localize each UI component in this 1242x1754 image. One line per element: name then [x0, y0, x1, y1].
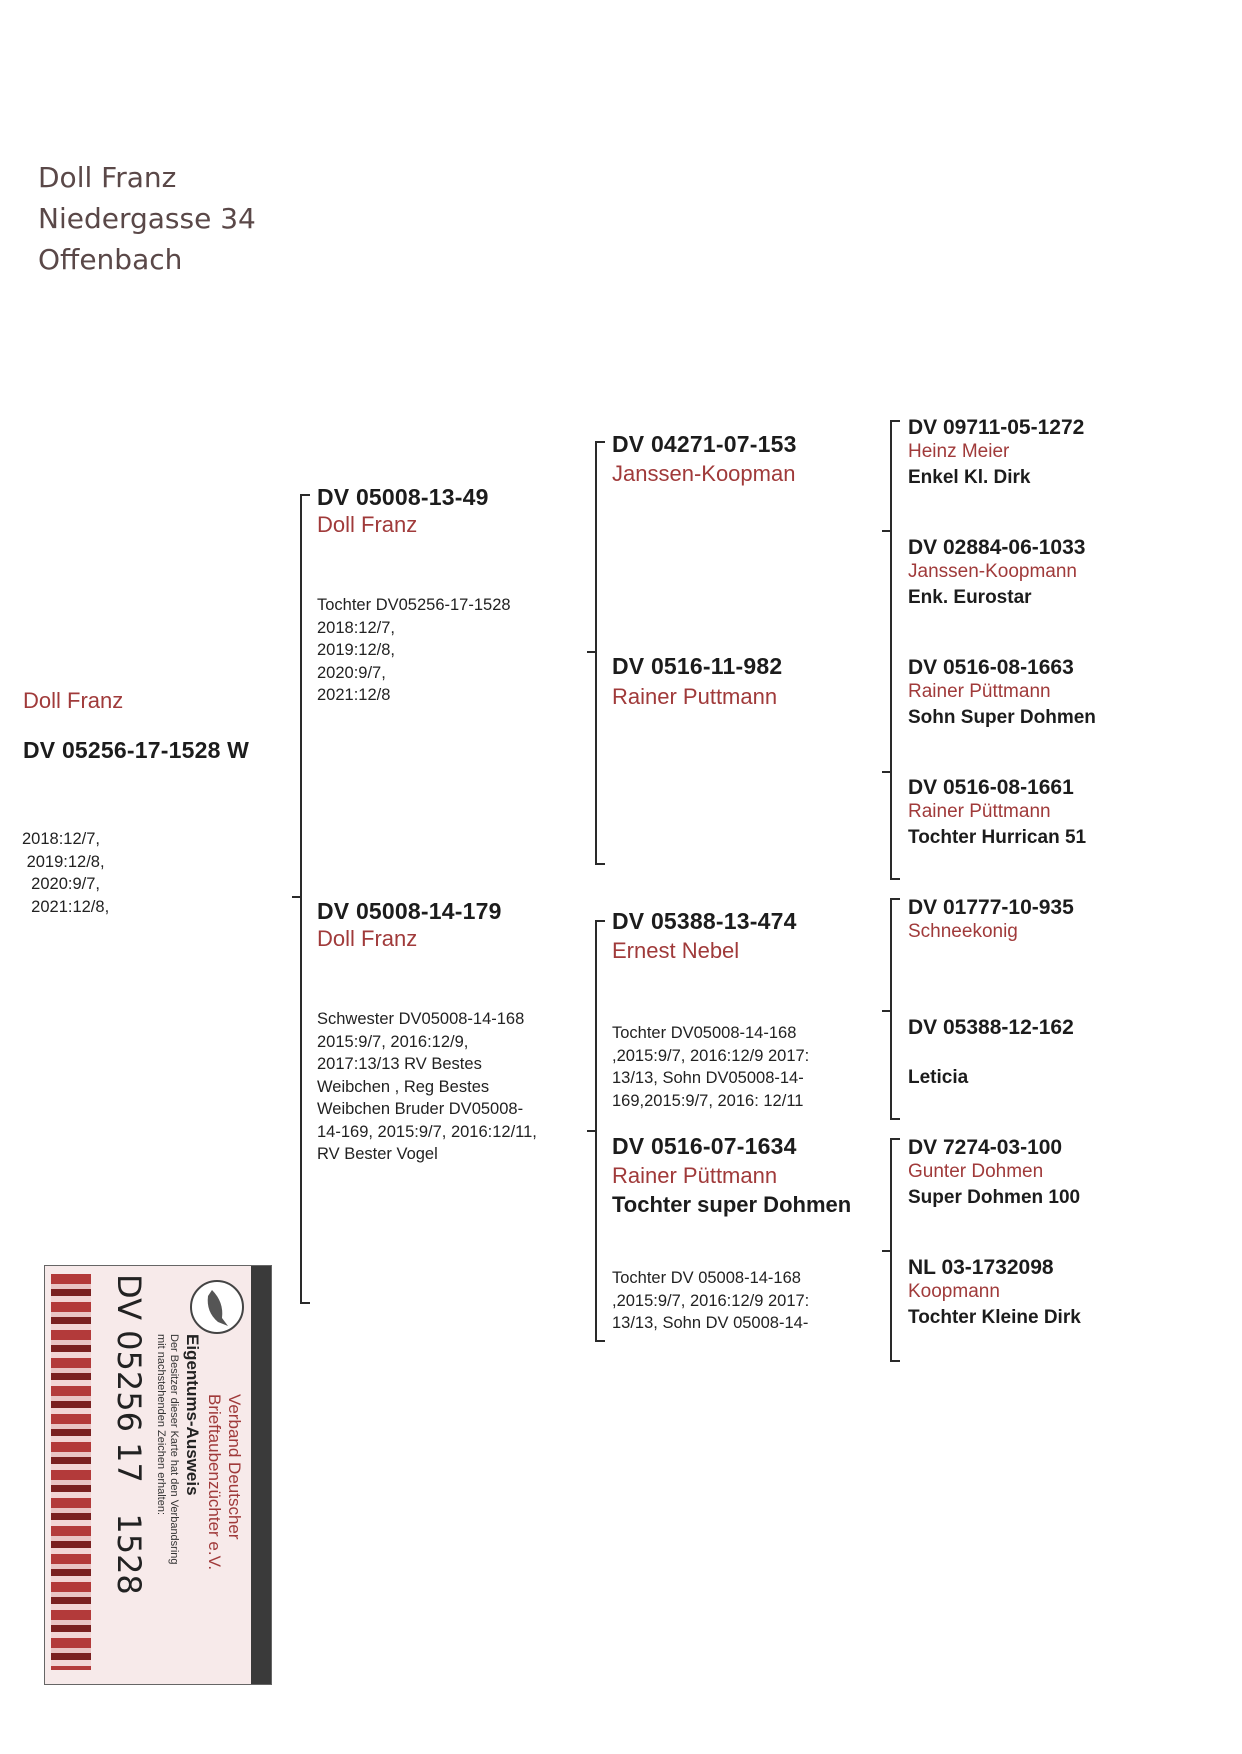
mf-note: Tochter DV05008-14-168 ,2015:9/7, 2016:12/9 2017: 13/13, Sohn DV05008-14- 169,2015:9/7, 2016: 12/11 [612, 1024, 810, 1110]
bracket-gen3-c-bottom [890, 1360, 900, 1362]
ggp-1-desc: Enkel Kl. Dirk [908, 467, 1031, 488]
bracket-gen1-mid [292, 896, 302, 898]
ggp-7-owner: Gunter Dohmen [908, 1161, 1044, 1182]
bracket-gen3-c-top [890, 1138, 900, 1140]
ggp-3-desc: Sohn Super Dohmen [908, 707, 1096, 728]
address-street: Niedergasse 34 [38, 202, 256, 235]
bracket-gen1 [300, 494, 302, 1304]
bracket-gen3-b-top [890, 898, 900, 900]
bracket-gen2-father [595, 441, 597, 865]
ggp-2-ring: DV 02884-06-1033 [908, 536, 1086, 559]
ggp-6-desc: Leticia [908, 1067, 969, 1088]
father-owner: Doll Franz [317, 512, 418, 537]
bracket-gen3-a-mid1 [882, 530, 892, 532]
ggp-6-ring: DV 05388-12-162 [908, 1016, 1074, 1039]
ggp-5-owner: Schneekonig [908, 921, 1018, 942]
pigeon-emblem-icon [190, 1280, 244, 1334]
card-title: Eigentums-Ausweis [183, 1334, 202, 1496]
bracket-gen3-a [890, 420, 892, 880]
ggp-8-desc: Tochter Kleine Dirk [908, 1307, 1081, 1328]
ff-ring: DV 04271-07-153 [612, 431, 797, 457]
mm-ring: DV 0516-07-1634 [612, 1133, 797, 1159]
mm-note: Tochter DV 05008-14-168 ,2015:9/7, 2016:12/9 2017: 13/13, Sohn DV 05008-14- [612, 1269, 810, 1332]
mf-owner: Ernest Nebel [612, 938, 740, 963]
card-rotated-area [92, 1274, 248, 1676]
ff-owner: Janssen-Koopman [612, 461, 796, 486]
bracket-gen3-b [890, 898, 892, 1120]
mf-ring: DV 05388-13-474 [612, 908, 797, 934]
ggp-2-owner: Janssen-Koopmann [908, 561, 1077, 582]
ggp-1-owner: Heinz Meier [908, 441, 1010, 462]
ggp-7-ring: DV 7274-03-100 [908, 1136, 1063, 1159]
ggp-7-desc: Super Dohmen 100 [908, 1187, 1081, 1208]
subject-ring: DV 05256-17-1528 W [23, 737, 250, 763]
bracket-gen2-mother-mid [587, 1130, 597, 1132]
subject-results: 2018:12/7, 2019:12/8, 2020:9/7, 2021:12/8, [22, 830, 110, 916]
mother-note: Schwester DV05008-14-168 2015:9/7, 2016:12/9, 2017:13/13 RV Bestes Weibchen , Reg Bestes Weibchen Bruder DV05008- 14-169, 2015:9/7, 2016:12/11, RV Bester Vogel [317, 1010, 537, 1163]
mm-owner: Rainer Püttmann [612, 1163, 778, 1188]
bracket-gen3-a-bottom [890, 878, 900, 880]
bracket-gen2-mother-top [595, 920, 605, 922]
bracket-gen3-a-top [890, 420, 900, 422]
ggp-3-ring: DV 0516-08-1663 [908, 656, 1074, 679]
fm-ring: DV 0516-11-982 [612, 653, 783, 679]
ggp-1-ring: DV 09711-05-1272 [908, 416, 1085, 439]
bracket-gen3-c-mid [882, 1250, 892, 1252]
card-dark-strip [251, 1266, 271, 1684]
address-city: Offenbach [38, 243, 183, 276]
ownership-card [44, 1265, 272, 1685]
ggp-4-desc: Tochter Hurrican 51 [908, 827, 1087, 848]
ggp-4-owner: Rainer Püttmann [908, 801, 1051, 822]
bracket-gen2-father-mid [587, 651, 597, 653]
ggp-3-owner: Rainer Püttmann [908, 681, 1051, 702]
fm-owner: Rainer Puttmann [612, 684, 778, 709]
ggp-4-ring: DV 0516-08-1661 [908, 776, 1074, 799]
card-inner [92, 1274, 248, 1676]
card-ornament-border [51, 1274, 91, 1670]
ggp-5-ring: DV 01777-10-935 [908, 896, 1074, 919]
father-ring: DV 05008-13-49 [317, 484, 489, 510]
address-name: Doll Franz [38, 161, 177, 194]
bracket-gen2-mother-bottom [595, 1340, 605, 1342]
mother-owner: Doll Franz [317, 926, 418, 951]
ggp-8-owner: Koopmann [908, 1281, 1000, 1302]
father-note: Tochter DV05256-17-1528 2018:12/7, 2019:12/8, 2020:9/7, 2021:12/8 [317, 596, 511, 704]
bracket-gen2-father-bottom [595, 863, 605, 865]
ggp-2-desc: Enk. Eurostar [908, 587, 1032, 608]
mother-ring: DV 05008-14-179 [317, 898, 502, 924]
ggp-8-ring: NL 03-1732098 [908, 1256, 1054, 1279]
bracket-gen3-a-mid2 [882, 771, 892, 773]
card-org: Verband Deutscher Brieftaubenzüchter e.V. [205, 1394, 244, 1571]
bracket-gen3-b-bottom [890, 1118, 900, 1120]
bracket-gen1-bottom [300, 1302, 310, 1304]
bracket-gen2-father-top [595, 441, 605, 443]
subject-owner: Doll Franz [23, 688, 124, 713]
bracket-gen3-b-mid [882, 1010, 892, 1012]
mm-desc: Tochter super Dohmen [612, 1192, 852, 1217]
card-ring: DV 05256 17 1528 [110, 1274, 148, 1595]
bracket-gen1-top [300, 494, 310, 496]
card-desc: Der Besitzer dieser Karte hat den Verbandsring mit nachstehenden Zeichen erhalten: [155, 1334, 180, 1565]
